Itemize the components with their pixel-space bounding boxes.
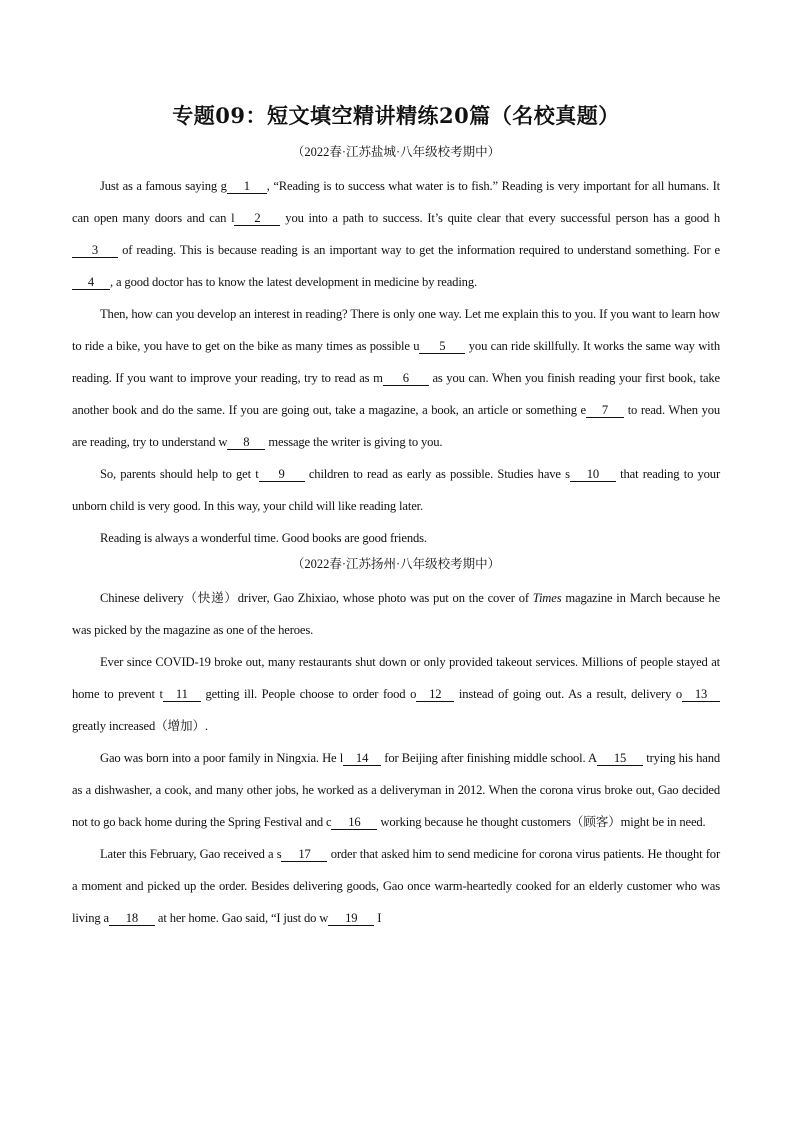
passage2-paragraph-2: Ever since COVID-19 broke out, many restaurants shut down or only provided takeout services. Millions of people stayed at home to prevent t 11 getting ill. People choose to order food o 12 instead of going out. As a result, delivery o 13 greatly increased（增加）.: [72, 655, 720, 733]
blank-18[interactable]: 18: [109, 911, 155, 926]
document-page: [72, 100, 720, 934]
passage2-paragraph-3: Gao was born into a poor family in Ningxia. He l 14 for Beijing after finishing middle school. A 15 trying his hand as a dishwasher, a cook, and many other jobs, he worked as a deliveryman in 2012. When the corona virus broke out, Gao decided not to go back home during the Spring Festival and c 16 working because he thought customers（顾客）might be in need.: [72, 751, 720, 829]
blank-3[interactable]: 3: [72, 243, 118, 258]
passage1-paragraph-3: So, parents should help to get t 9 children to read as early as possible. Studies have s 10 that reading to your unborn child is very good. In this way, your child will like reading later.: [72, 467, 721, 513]
blank-12[interactable]: 12: [416, 687, 454, 702]
passage2-paragraph-1: Chinese delivery（快递）driver, Gao Zhixiao, whose photo was put on the cover of Times magazine in March because he was picked by the magazine as one of the heroes.: [72, 591, 721, 637]
passage1-paragraph-2: Then, how can you develop an interest in reading? There is only one way. Let me explain this to you. If you want to learn how to ride a bike, you have to get on the bike as many times as possible u 5 you can ride skillfully. It works the same way with reading. If you want to improve your reading, try to read as m 6 as you can. When you finish reading your first book, take another book and do the same. If you are going out, take a magazine, a book, an article or something e 7 to read. When you are reading, try to understand w 8 message the writer is giving to you.: [72, 307, 721, 449]
passage1-paragraph-1: Just as a famous saying g 1 , “Reading is to success what water is to fish.” Reading is very important for all humans. It can open many doors and can l 2 you into a path to success. It’s quite clear that every successful person has a good h3 of reading. This is because reading is an important way to get the information required to understand something. For e4 , a good doctor has to know the latest development in medicine by reading.: [72, 179, 720, 289]
blank-13[interactable]: 13: [682, 687, 720, 702]
blank-6[interactable]: 6: [383, 371, 429, 386]
blank-7[interactable]: 7: [586, 403, 624, 418]
blank-16[interactable]: 16: [331, 815, 377, 830]
blank-11[interactable]: 11: [163, 687, 201, 702]
blank-9[interactable]: 9: [259, 467, 305, 482]
page-title: 专题09：短文填空精讲精练20篇（名校真题）: [172, 103, 620, 128]
passage2-paragraph-4: Later this February, Gao received a s 17 order that asked him to send medicine for corona virus patients. He thought for a moment and picked up the order. Besides delivering goods, Gao once warm-heartedly cooked for an elderly customer who was living a 18 at her home. Gao said, “I just do w 19 I: [72, 847, 720, 925]
blank-2[interactable]: 2: [234, 211, 280, 226]
blank-8[interactable]: 8: [227, 435, 265, 450]
blank-14[interactable]: 14: [343, 751, 381, 766]
passage1-source: （2022春·江苏盐城·八年级校考期中）: [291, 145, 501, 159]
blank-19[interactable]: 19: [328, 911, 374, 926]
passage2-source: （2022春·江苏扬州·八年级校考期中）: [291, 557, 501, 571]
blank-5[interactable]: 5: [419, 339, 465, 354]
blank-1[interactable]: 1: [227, 179, 267, 194]
passage1-paragraph-4: Reading is always a wonderful time. Good books are good friends.: [100, 531, 427, 545]
blank-4[interactable]: 4: [72, 275, 110, 290]
blank-10[interactable]: 10: [570, 467, 616, 482]
blank-15[interactable]: 15: [597, 751, 643, 766]
blank-17[interactable]: 17: [281, 847, 327, 862]
